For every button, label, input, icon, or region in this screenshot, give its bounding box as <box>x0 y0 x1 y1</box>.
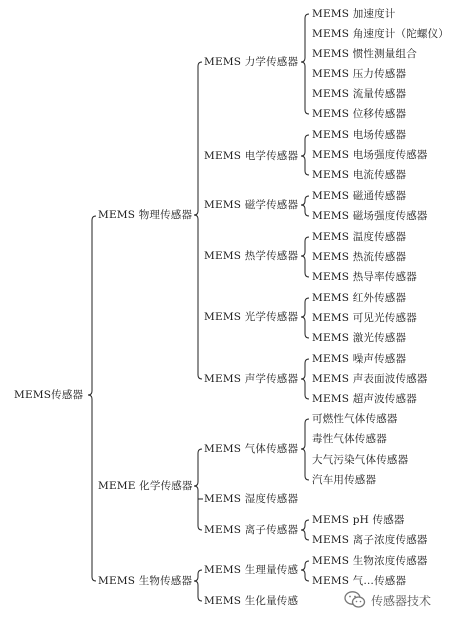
electrical-sensor-node: MEMS 电学传感器 <box>204 150 299 162</box>
leaf-item: MEMS 压力传感器 <box>312 68 407 80</box>
bio-brace <box>194 570 202 601</box>
leaf-item: MEMS 热导率传感器 <box>312 271 417 283</box>
leaf-item: 可燃性气体传感器 <box>312 413 398 425</box>
leaf-item: MEMS 激光传感器 <box>312 332 407 344</box>
optical-sensor-node: MEMS 光学传感器 <box>204 311 299 323</box>
physiological-brace <box>301 561 309 581</box>
leaf-item: MEMS 惯性测量组合 <box>312 48 417 60</box>
acoustic-sensor-node: MEMS 声学传感器 <box>204 373 299 385</box>
magnetic-brace <box>301 196 309 216</box>
biochemical-sensor-node: MEMS 生化量传感 <box>204 595 299 607</box>
leaf-item: MEMS 红外传感器 <box>312 292 407 304</box>
gas-sensor-node: MEMS 气体传感器 <box>204 443 299 455</box>
leaf-item: MEMS 电场强度传感器 <box>312 149 428 161</box>
leaf-item: 大气污染气体传感器 <box>312 454 409 466</box>
leaf-item: MEMS 磁通传感器 <box>312 190 407 202</box>
leaf-item: MEMS 加速度计 <box>312 8 396 20</box>
leaf-item: MEMS 超声波传感器 <box>312 393 417 405</box>
electrical-brace <box>301 135 309 175</box>
root-brace <box>88 216 96 581</box>
acoustic-brace <box>301 359 309 399</box>
leaf-item: MEMS 温度传感器 <box>312 231 407 243</box>
leaf-item: 汽车用传感器 <box>312 474 377 486</box>
leaf-item: MEMS 角速度计（陀螺仪） <box>312 28 449 40</box>
ion-brace <box>301 520 309 540</box>
wechat-icon <box>344 590 366 610</box>
leaf-item: MEMS 电流传感器 <box>312 169 407 181</box>
leaf-item: MEMS 声表面波传感器 <box>312 373 428 385</box>
watermark-text: 传感器技术 <box>371 593 432 608</box>
leaf-item: 毒性气体传感器 <box>312 433 387 445</box>
mechanical-sensor-node: MEMS 力学传感器 <box>204 56 299 68</box>
leaf-item: MEMS 热流传感器 <box>312 251 407 263</box>
ion-sensor-node: MEMS 离子传感器 <box>204 524 299 536</box>
thermal-brace <box>301 237 309 277</box>
humidity-sensor-node: MEMS 湿度传感器 <box>204 493 299 505</box>
thermal-sensor-node: MEMS 热学传感器 <box>204 250 299 262</box>
leaf-item: MEMS 流量传感器 <box>312 88 407 100</box>
leaf-item: MEMS 生物浓度传感器 <box>312 555 428 567</box>
bio-sensor-node: MEMS 生物传感器 <box>98 575 193 587</box>
gas-brace <box>301 419 309 480</box>
magnetic-sensor-node: MEMS 磁学传感器 <box>204 199 299 211</box>
leaf-item: MEMS 可见光传感器 <box>312 312 417 324</box>
root-node: MEMS传感器 <box>14 389 84 401</box>
optical-brace <box>301 298 309 338</box>
chemical-brace <box>194 449 202 530</box>
watermark <box>344 590 431 610</box>
leaf-item: MEMS 位移传感器 <box>312 108 407 120</box>
leaf-item: MEMS 离子浓度传感器 <box>312 534 428 546</box>
leaf-item: MEMS 电场传感器 <box>312 129 407 141</box>
physical-brace <box>194 62 202 379</box>
leaf-item: MEMS 噪声传感器 <box>312 353 407 365</box>
leaf-item: MEMS pH 传感器 <box>312 514 405 526</box>
leaf-item: MEMS 磁场强度传感器 <box>312 210 428 222</box>
leaf-item: MEMS 气…传感器 <box>312 575 407 587</box>
mechanical-brace <box>301 14 309 114</box>
chemical-sensor-node: MEME 化学传感器 <box>98 480 193 492</box>
physiological-sensor-node: MEMS 生理量传感 <box>204 564 299 576</box>
physical-sensor-node: MEMS 物理传感器 <box>98 209 193 221</box>
